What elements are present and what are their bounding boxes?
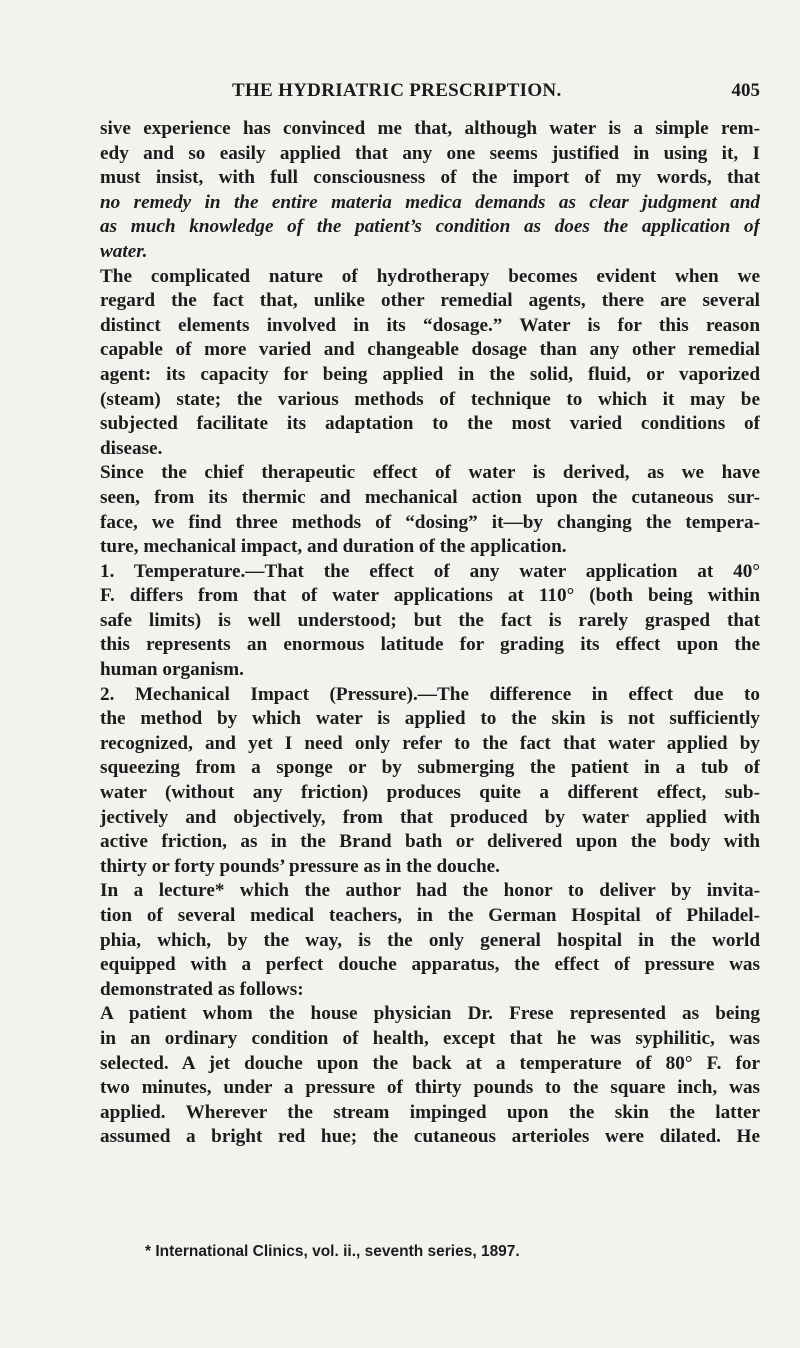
footnote: * International Clinics, vol. ii., seventh series, 1897. (145, 1243, 520, 1260)
text-line: agent: its capacity for being applied in the solid, fluid, or vaporized (100, 363, 760, 385)
text-line: phia, which, by the way, is the only general hospital in the world (100, 929, 760, 951)
text-line: must insist, with full consciousness of the import of my words, that (100, 167, 760, 189)
text-line: safe limits) is well understood; but the fact is rarely grasped that (100, 609, 760, 631)
text-line: water. (100, 240, 148, 262)
text-line: no remedy in the entire materia medica demands as clear judgment and (100, 191, 760, 213)
text-line: applied. Wherever the stream impinged upon the skin the latter (100, 1101, 760, 1123)
text-line: jectively and objectively, from that produced by water applied with (100, 806, 760, 828)
text-line: sive experience has convinced me that, although water is a simple rem- (100, 118, 760, 139)
text-line: the method by which water is applied to the skin is not sufficiently (100, 708, 760, 730)
paragraph-2 (100, 265, 760, 462)
text-line: Since the chief therapeutic effect of water is derived, as we have (100, 462, 760, 484)
text-line: as much knowledge of the patient’s condition as does the application of (100, 216, 760, 238)
paragraph-1 (100, 117, 760, 265)
text-line: A patient whom the house physician Dr. Frese represented as being (100, 1003, 760, 1025)
text-line: The complicated nature of hydrotherapy becomes evident when we (100, 265, 760, 287)
paragraph-4 (100, 560, 760, 683)
paragraph-7 (100, 1002, 760, 1150)
text-line: 1. Temperature.—That the effect of any water application at 40° (100, 560, 760, 582)
body-text (100, 117, 760, 1150)
text-line: subjected facilitate its adaptation to the most varied conditions of (100, 413, 760, 435)
paragraph-3 (100, 461, 760, 559)
text-line: equipped with a perfect douche apparatus, the effect of pressure was (100, 954, 760, 976)
text-line: demonstrated as follows: (100, 978, 304, 1000)
text-line: active friction, as in the Brand bath or delivered upon the body with (100, 831, 760, 853)
text-line: regard the fact that, unlike other remedial agents, there are several (100, 290, 760, 312)
text-line: (steam) state; the various methods of technique to which it may be (100, 388, 760, 410)
text-line: thirty or forty pounds’ pressure as in the douche. (100, 855, 500, 877)
text-line: In a lecture* which the author had the honor to deliver by invita- (100, 880, 760, 902)
paragraph-6 (100, 879, 760, 1002)
text-line: human organism. (100, 659, 244, 681)
text-line: seen, from its thermic and mechanical action upon the cutaneous sur- (100, 486, 760, 508)
text-line: assumed a bright red hue; the cutaneous arterioles were dilated. He (100, 1126, 760, 1148)
text-line: F. differs from that of water applications at 110° (both being within (100, 585, 760, 607)
page-number: 405 (731, 80, 760, 101)
text-line: 2. Mechanical Impact (Pressure).—The difference in effect due to (100, 683, 760, 705)
text-line: this represents an enormous latitude for grading its effect upon the (100, 634, 760, 656)
text-line: ture, mechanical impact, and duration of the application. (100, 536, 567, 558)
text-line: two minutes, under a pressure of thirty pounds to the square inch, was (100, 1077, 760, 1099)
text-line: disease. (100, 437, 163, 459)
text-line: distinct elements involved in its “dosage.” Water is for this reason (100, 314, 760, 336)
text-line: squeezing from a sponge or by submerging the patient in a tub of (100, 757, 760, 779)
running-title: THE HYDRIATRIC PRESCRIPTION. (232, 80, 562, 101)
paragraph-5 (100, 683, 760, 880)
text-line: edy and so easily applied that any one seems justified in using it, I (100, 142, 760, 164)
text-line: selected. A jet douche upon the back at a temperature of 80° F. for (100, 1052, 760, 1074)
text-line: capable of more varied and changeable dosage than any other remedial (100, 339, 760, 361)
text-line: face, we find three methods of “dosing” it—by changing the tempera- (100, 511, 760, 533)
text-line: in an ordinary condition of health, except that he was syphilitic, was (100, 1027, 760, 1049)
text-line: recognized, and yet I need only refer to the fact that water applied by (100, 732, 760, 754)
text-line: water (without any friction) produces quite a different effect, sub- (100, 782, 760, 804)
text-line: tion of several medical teachers, in the German Hospital of Philadel- (100, 905, 760, 926)
page-header (100, 80, 760, 110)
